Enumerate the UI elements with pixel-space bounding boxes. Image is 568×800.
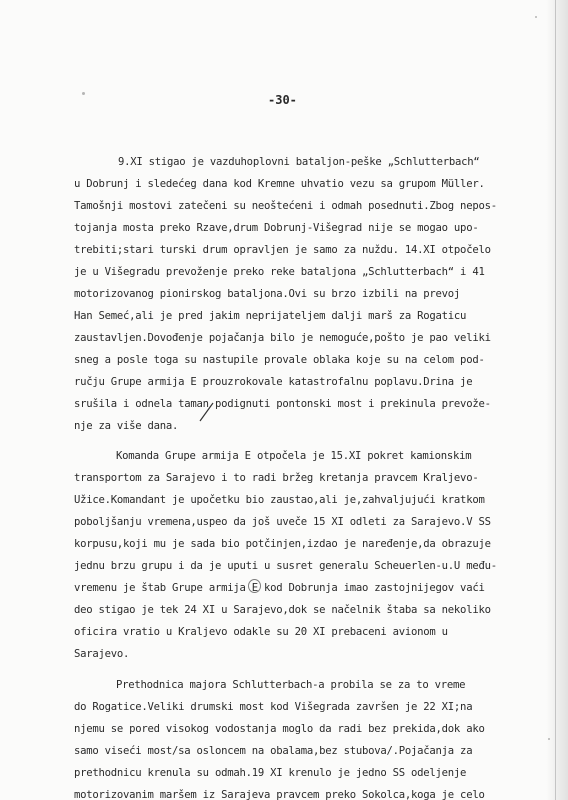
scan-speck <box>535 16 537 18</box>
paragraph-2-line-1: Komanda Grupe armija E otpočela je 15.XI pokret kamionskim <box>116 450 472 462</box>
handwritten-ink-mark <box>248 579 261 593</box>
paragraph-1-line-4: tojanja mosta preko Rzave,drum Dobrunj-Višegrad nije se mogao upo- <box>74 222 479 234</box>
paragraph-3-line-4: samo viseći most/sa osloncem na obalama,bez stubova/.Pojačanja za <box>74 745 473 757</box>
scan-speck <box>82 92 85 95</box>
paragraph-1-line-9: zaustavljen.Dovođenje pojačanja bilo je nemoguće,pošto je pao veliki <box>74 332 491 344</box>
paragraph-2-line-4: poboljšanju vremena,uspeo da još uveče 15 XI odleti za Sarajevo.V SS <box>74 516 491 528</box>
paragraph-2-line-2: transportom za Sarajevo i to radi bržeg kretanja pravcem Kraljevo- <box>74 472 479 484</box>
paragraph-2-line-7: vremenu je štab Grupe armija E kod Dobrunja imao zastojnijegov vaći <box>74 582 485 594</box>
paragraph-1-line-2: u Dobrunj i sledećeg dana kod Kremne uhvatio vezu sa grupom Müller. <box>74 178 485 190</box>
paragraph-2-line-5: korpusu,koji mu je sada bio potčinjen,izdao je naređenje,da obrazuje <box>74 538 491 550</box>
paragraph-3-line-5: prethodnicu krenula su odmah.19 XI krenulo je jedno SS odeljenje <box>74 767 467 779</box>
paragraph-3-line-2: do Rogatice.Veliki drumski most kod Višegrada završen je 22 XI;na <box>74 701 473 713</box>
scan-edge-shadow <box>546 0 568 800</box>
handwritten-slash-mark <box>198 401 216 423</box>
paragraph-2-line-10: Sarajevo. <box>74 648 130 660</box>
paragraph-1-line-5: trebiti;stari turski drum opravljen je samo za nuždu. 14.XI otpočelo <box>74 244 491 256</box>
paragraph-3-line-3: njemu se pored visokog vodostanja moglo da radi bez prekida,dok ako <box>74 723 485 735</box>
paragraph-1-line-3: Tamošnji mostovi zatečeni su neoštećeni i odmah posednuti.Zbog nepos- <box>74 200 497 212</box>
scan-speck <box>548 738 550 740</box>
paragraph-2-line-8: deo stigao je tek 24 XI u Sarajevo,dok se načelnik štaba sa nekoliko <box>74 604 491 616</box>
page-number: -30- <box>268 93 297 107</box>
paragraph-1-line-11: ručju Grupe armija E prouzrokovale katastrofalnu poplavu.Drina je <box>74 376 473 388</box>
paragraph-1-line-7: motorizovanog pionirskog bataljona.Ovi su brzo izbili na prevoj <box>74 288 461 300</box>
paragraph-2-line-6: jednu brzu grupu i da je uputi u susret generalu Scheuerlen-u.U među- <box>74 560 497 572</box>
paragraph-3-line-1: Prethodnica majora Schlutterbach-a probila se za to vreme <box>116 679 466 691</box>
paragraph-1-line-8: Han Semeć,ali je pred jakim neprijateljem dalji marš za Rogaticu <box>74 310 467 322</box>
paragraph-2-line-3: Užice.Komandant je upočetku bio zaustao,ali je,zahvaljujući kratkom <box>74 494 485 506</box>
paragraph-2-line-9: oficira vratio u Kraljevo odakle su 20 XI prebaceni avionom u <box>74 626 448 638</box>
paragraph-1-line-6: je u Višegradu prevoženje preko reke bataljona „Schlutterbach“ i 41 <box>74 266 485 278</box>
paragraph-1-line-1: 9.XI stigao je vazduhoplovni bataljon-peške „Schlutterbach“ <box>118 156 480 168</box>
paragraph-3-line-6: motorizovanim maršem iz Sarajeva pravcem preko Sokolca,koga je celo <box>74 789 485 800</box>
paragraph-1-line-13: nje za više dana. <box>74 420 179 432</box>
paragraph-1-line-10: sneg a posle toga su nastupile provale oblaka koje su na celom pod- <box>74 354 485 366</box>
scan-edge-line <box>555 0 556 800</box>
paragraph-1-line-12: srušila i odnela taman podignuti pontonski most i prekinula prevože- <box>74 398 491 410</box>
